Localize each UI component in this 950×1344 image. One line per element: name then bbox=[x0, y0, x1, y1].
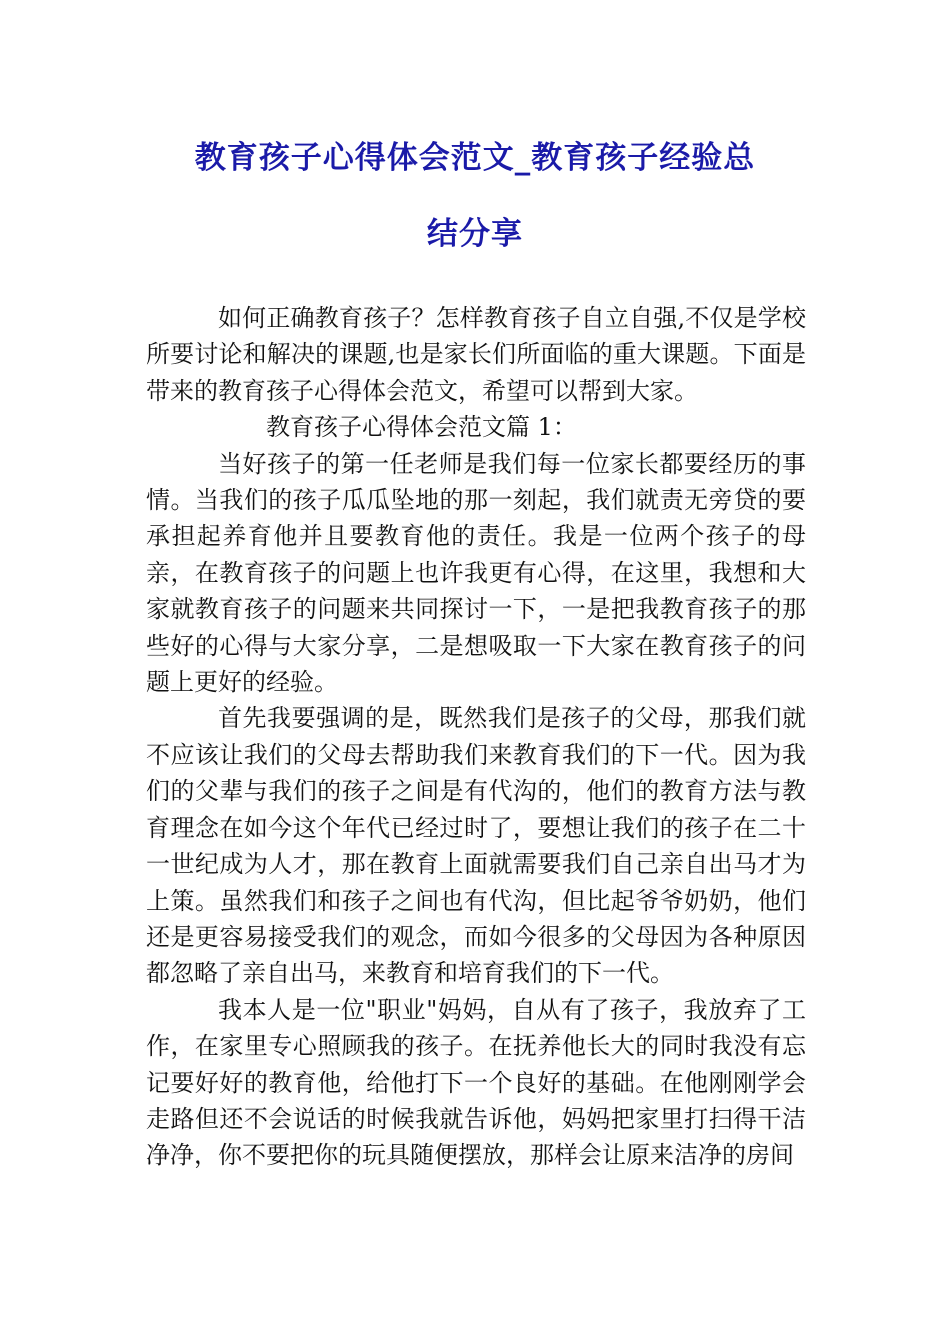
body-paragraph: 当好孩子的第一任老师是我们每一位家长都要经历的事情。当我们的孩子瓜瓜坠地的那一刻起，我们就责无旁贷的要承担起养育他并且要教育他的责任。我是一位两个孩子的母亲，在教育孩子的问题上也许我更有心得，在这里，我想和大家就教育孩子的问题来共同探讨一下，一是把我教育孩子的那些好的心得与大家分享，二是想吸取一下大家在教育孩子的问题上更好的经验。 bbox=[146, 449, 806, 697]
document-body bbox=[146, 300, 806, 1174]
section-heading: 教育孩子心得体会范文篇 1： bbox=[266, 413, 577, 442]
document-title-line1: 教育孩子心得体会范文_教育孩子经验总 bbox=[194, 140, 756, 176]
body-paragraph: 首先我要强调的是，既然我们是孩子的父母，那我们就不应该让我们的父母去帮助我们来教育我们的下一代。因为我们的父辈与我们的孩子之间是有代沟的，他们的教育方法与教育理念在如今这个年代已经过时了，要想让我们的孩子在二十一世纪成为人才，那在教育上面就需要我们自己亲自出马才为上策。虽然我们和孩子之间也有代沟，但比起爷爷奶奶，他们还是更容易接受我们的观念，而如今很多的父母因为各种原因都忽略了亲自出马，来教育和培育我们的下一代。 bbox=[146, 704, 806, 988]
intro-paragraph: 如何正确教育孩子？怎样教育孩子自立自强,不仅是学校所要讨论和解决的课题,也是家长们所面临的重大课题。下面是带来的教育孩子心得体会范文，希望可以帮到大家。 bbox=[146, 304, 806, 405]
body-paragraph: 我本人是一位"职业"妈妈，自从有了孩子，我放弃了工作，在家里专心照顾我的孩子。在抚养他长大的同时我没有忘记要好好的教育他，给他打下一个良好的基础。在他刚刚学会走路但还不会说话的时候我就告诉他，妈妈把家里打扫得干洁净净，你不要把你的玩具随便摆放，那样会让原来洁净的房间 bbox=[146, 995, 806, 1170]
document-title-line2: 结分享 bbox=[427, 216, 523, 252]
